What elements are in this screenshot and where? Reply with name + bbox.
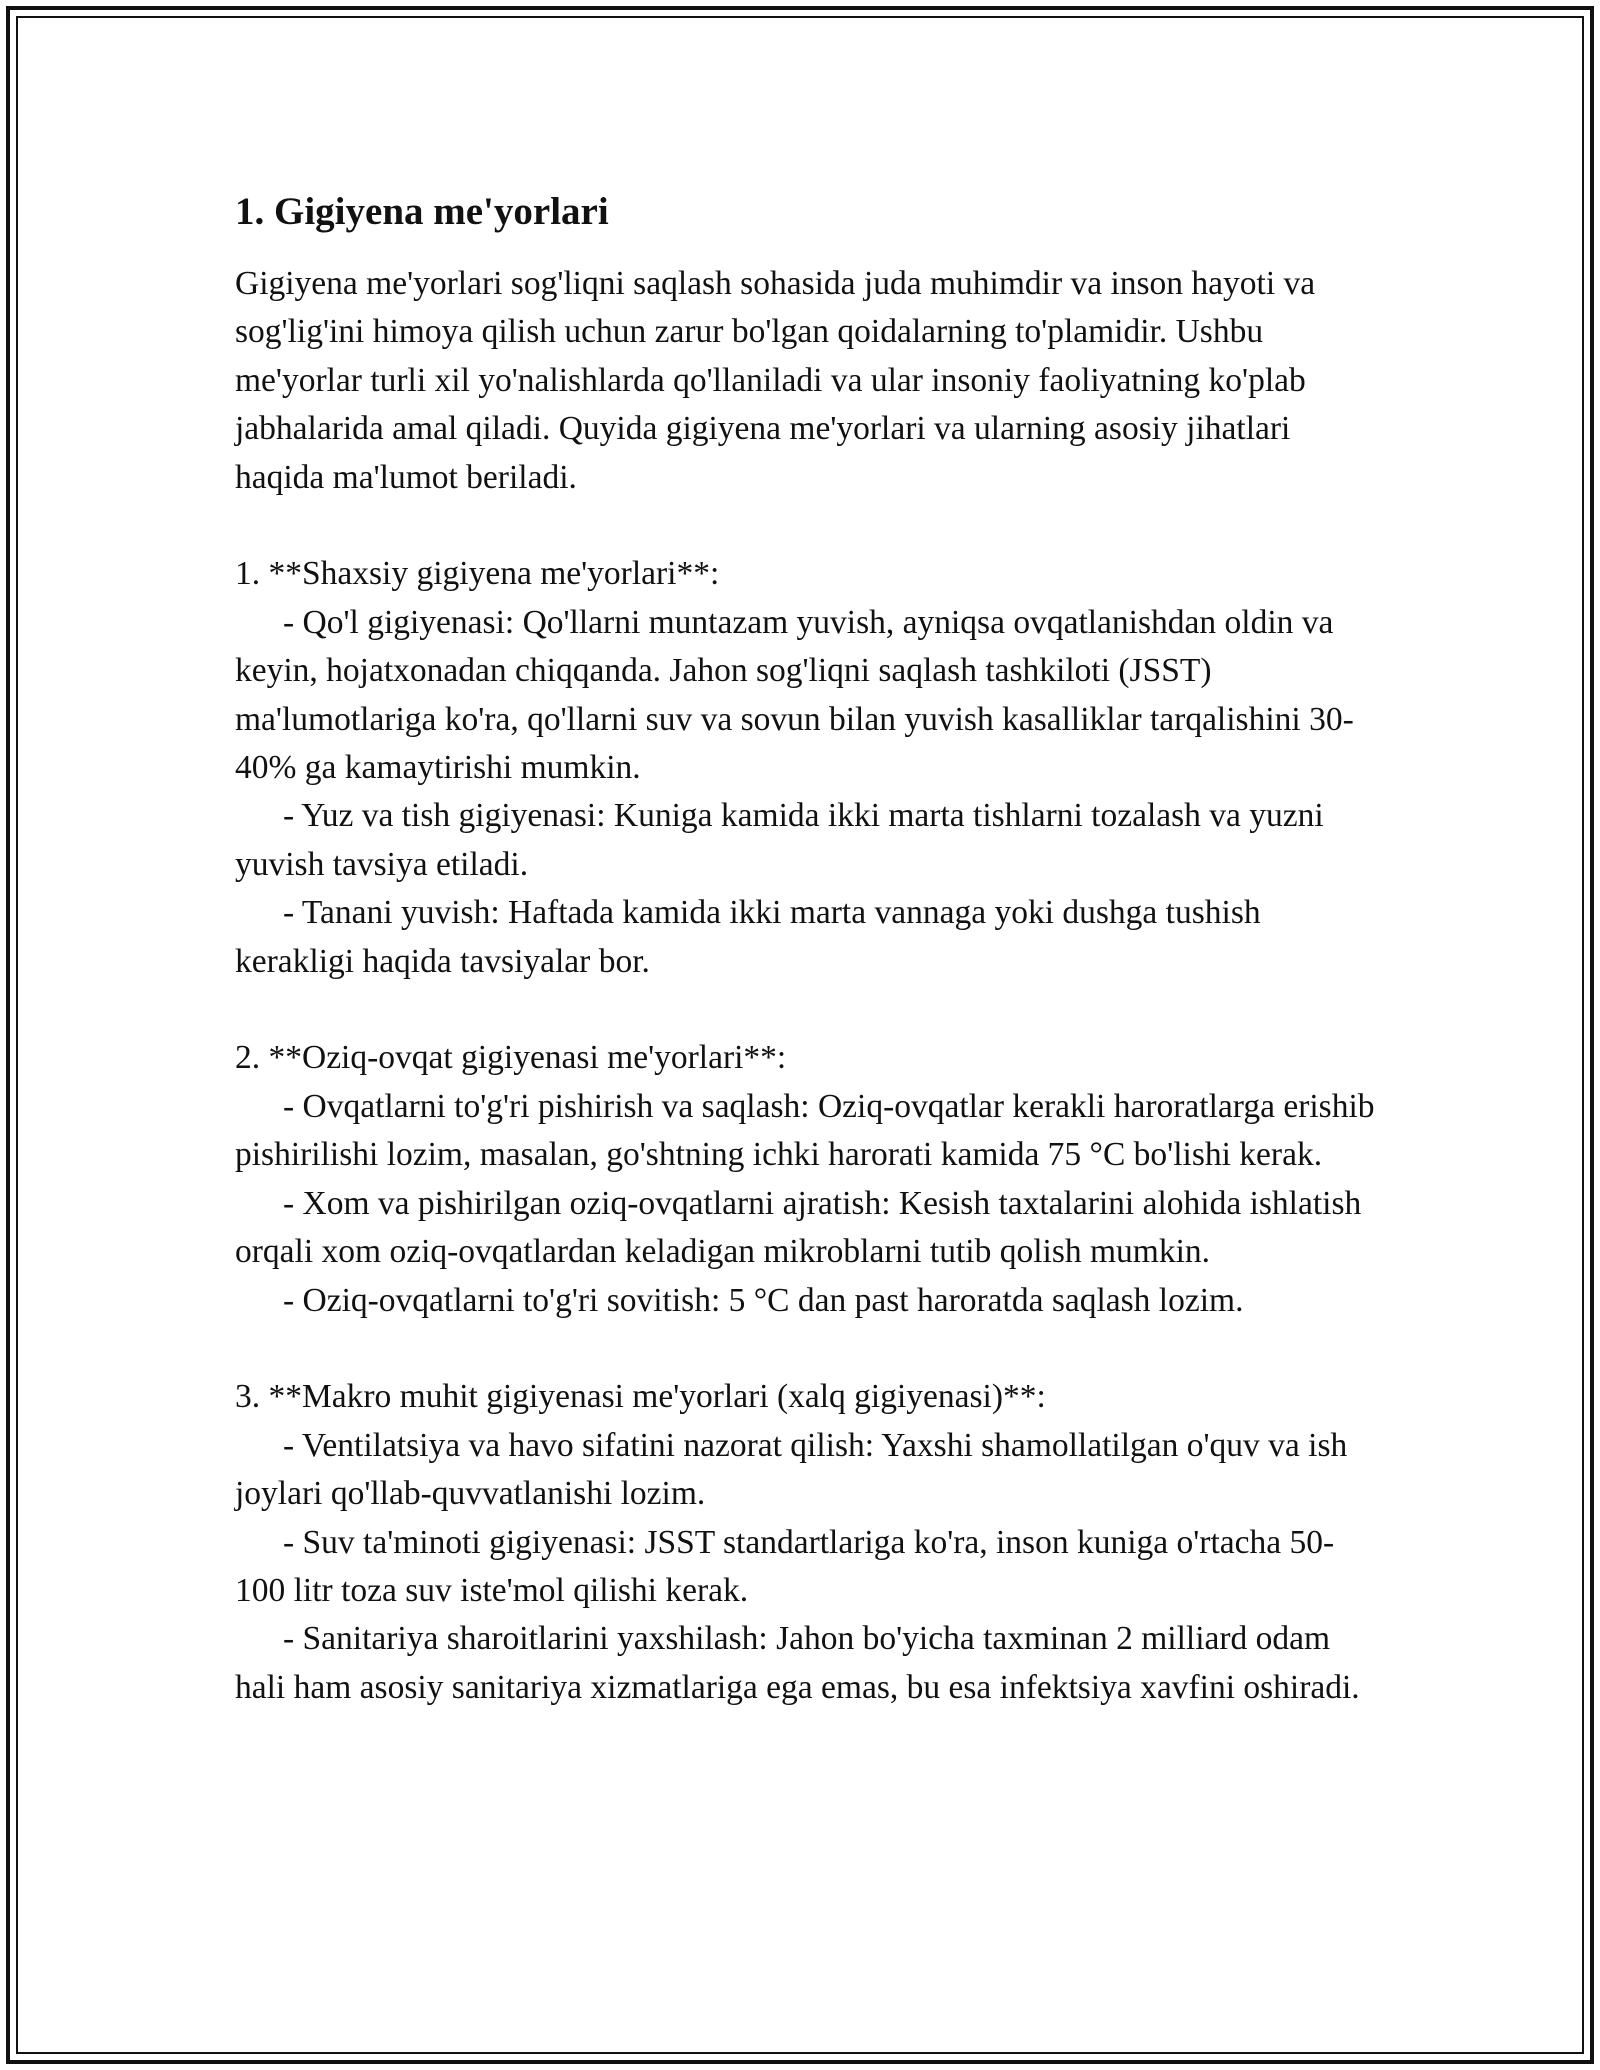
section-personal-hygiene (235, 550, 1375, 986)
list-item: - Qo'l gigiyenasi: Qo'llarni muntazam yuvish, ayniqsa ovqatlanishdan oldin va keyin, hojatxonadan chiqqanda. Jahon sog'liqni saqlash tashkiloti (JSST) ma'lumotlariga ko'ra, qo'llarni suv va sovun bilan yuvish kasalliklar tarqalishini 30-40% ga kamaytirishi mumkin. (235, 603, 1354, 787)
section-heading: 2. **Oziq-ovqat gigiyenasi me'yorlari**: (235, 1039, 787, 1077)
section-macro-environment-hygiene (235, 1373, 1375, 1712)
list-item: - Ventilatsiya va havo sifatini nazorat qilish: Yaxshi shamollatilgan o'quv va ish joylari qo'llab-quvvatlanishi lozim. (235, 1426, 1348, 1513)
list-item: - Xom va pishirilgan oziq-ovqatlarni ajratish: Kesish taxtalarini alohida ishlatish orqali xom oziq-ovqatlardan keladigan mikroblarni tutib qolish mumkin. (235, 1184, 1362, 1271)
section-heading: 1. **Shaxsiy gigiyena me'yorlari**: (235, 555, 720, 593)
intro-paragraph: Gigiyena me'yorlari sog'liqni saqlash sohasida juda muhimdir va inson hayoti va sog'lig'ini himoya qilish uchun zarur bo'lgan qoidalarning to'plamidir. Ushbu me'yorlar turli xil yo'nalishlarda qo'llaniladi va ular insoniy faoliyatning ko'plab jabhalarida amal qiladi. Quyida gigiyena me'yorlari va ularning asosiy jihatlari haqida ma'lumot beriladi. (235, 265, 1316, 496)
list-item: - Suv ta'minoti gigiyenasi: JSST standartlariga ko'ra, inson kuniga o'rtacha 50-100 litr toza suv iste'mol qilishi kerak. (235, 1523, 1335, 1609)
document-body (235, 184, 1375, 1712)
document-title: 1. Gigiyena me'yorlari (235, 190, 609, 233)
list-item: - Oziq-ovqatlarni to'g'ri sovitish: 5 °C dan past haroratda saqlash lozim. (283, 1281, 1244, 1319)
list-item: - Ovqatlarni to'g'ri pishirish va saqlash: Oziq-ovqatlar kerakli haroratlarga erishib pishirilishi lozim, masalan, go'shtning ichki harorati kamida 75 °C bo'lishi kerak. (235, 1087, 1375, 1174)
list-item: - Sanitariya sharoitlarini yaxshilash: Jahon bo'yicha taxminan 2 milliard odam hali ham asosiy sanitariya xizmatlariga ega emas, bu esa infektsiya xavfini oshiradi. (235, 1620, 1360, 1706)
list-item: - Yuz va tish gigiyenasi: Kuniga kamida ikki marta tishlarni tozalash va yuzni yuvish tavsiya etiladi. (235, 797, 1324, 883)
section-heading: 3. **Makro muhit gigiyenasi me'yorlari (xalq gigiyenasi)**: (235, 1378, 1046, 1416)
section-food-hygiene (235, 1034, 1375, 1324)
list-item: - Tanani yuvish: Haftada kamida ikki marta vannaga yoki dushga tushish kerakligi haqida tavsiyalar bor. (235, 894, 1261, 980)
